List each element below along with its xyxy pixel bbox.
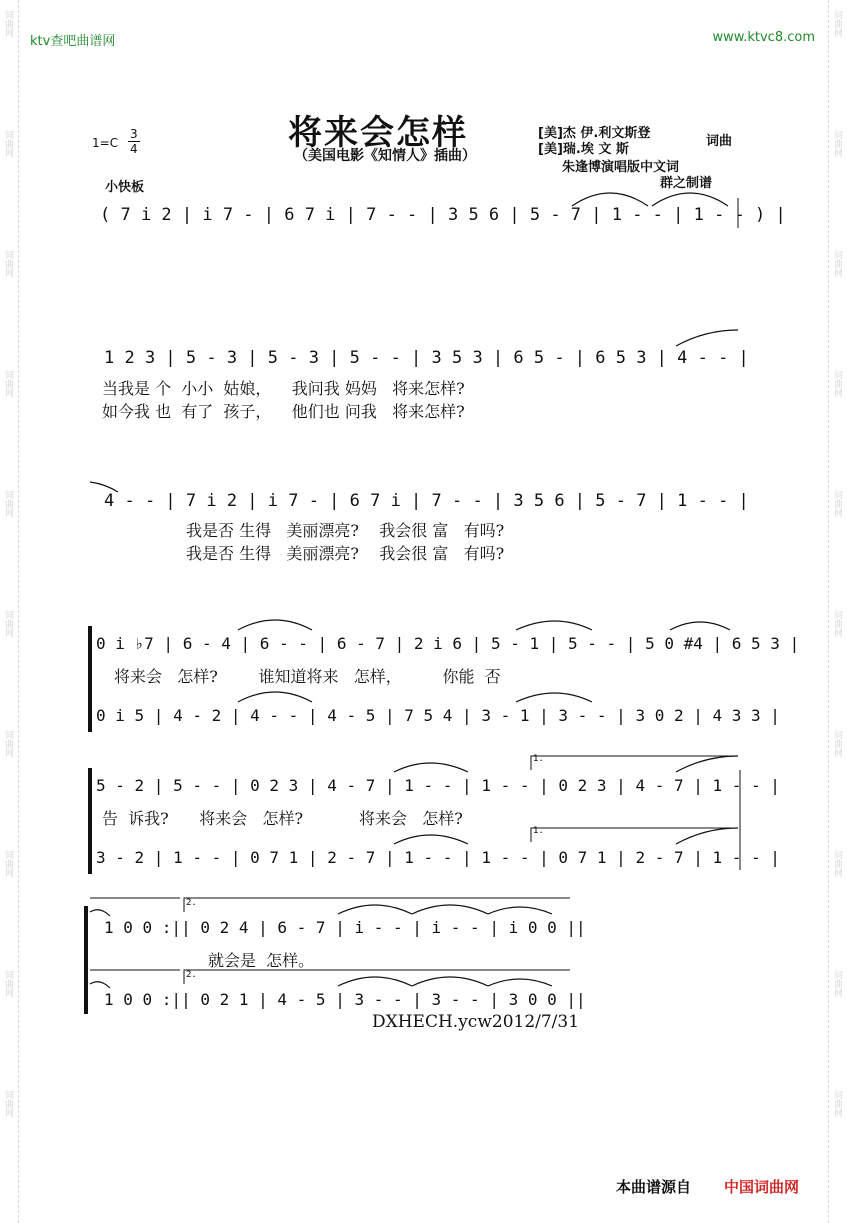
score-line-2: 1 2 3 | 5 - 3 | 5 - 3 | 5 - - | 3 5 3 | 6 5 - | 6 5 3 | 4 - - | (104, 348, 749, 368)
time-signature-top: 3 (130, 127, 138, 141)
side-watermark: 词曲网 (3, 730, 13, 757)
volta-1-label: 1. (533, 754, 544, 764)
slur (412, 905, 488, 914)
slur (412, 977, 488, 986)
credit-line: [美]杰 伊.利文斯登 (538, 126, 651, 141)
song-title: 将来会怎样 (288, 113, 468, 153)
slur (488, 907, 552, 914)
volta-1-bracket (531, 828, 738, 842)
slur (338, 905, 412, 914)
credit-line: 群之制谱 (660, 176, 713, 191)
transcriber-signature: DXHECH.ycw2012/7/31 (372, 1012, 580, 1032)
header-site-left[interactable]: ktv查吧曲谱网 (30, 34, 116, 49)
slur (676, 330, 738, 346)
slur (652, 193, 728, 206)
side-watermark: 词曲网 (3, 490, 13, 517)
slur (90, 910, 110, 916)
volta-1-bracket (531, 756, 738, 770)
lyric-line-5: 告 诉我? 将来会 怎样? 将来会 怎样? (102, 809, 463, 828)
score-line-intro: ( 7 i 2 | i 7 - | 6 7 i | 7 - - | 3 5 6 | 5 - 7 | 1 - - | 1 - - ) | (100, 205, 786, 225)
credit-line: 朱逢博演唱版中文词 (562, 160, 680, 175)
slur (516, 621, 592, 630)
side-watermark: 词曲网 (3, 970, 13, 997)
side-watermark: 词曲网 (3, 130, 13, 157)
slur (394, 763, 468, 772)
lyric-line-6: 就会是 怎样。 (208, 951, 315, 970)
side-watermark: 词曲网 (832, 1090, 842, 1117)
slur (238, 620, 312, 630)
score-line-3: 4 - - | 7 i 2 | i 7 - | 6 7 i | 7 - - | 3 5 6 | 5 - 7 | 1 - - | (104, 491, 749, 511)
side-watermark: 词曲网 (3, 370, 13, 397)
time-signature-bottom: 4 (130, 142, 138, 156)
slur (670, 622, 730, 630)
side-watermark: 词曲网 (832, 130, 842, 157)
credit-role: 词曲 (706, 134, 733, 149)
key-signature: 1=C (92, 136, 119, 150)
side-watermark: 词曲网 (832, 730, 842, 757)
score-line-5-upper: 5 - 2 | 5 - - | 0 2 3 | 4 - 7 | 1 - - | 1 - - | 0 2 3 | 4 - 7 | 1 - - | (96, 776, 780, 795)
side-watermark: 词曲网 (3, 850, 13, 877)
footer-source-label: 本曲谱源自 (616, 1178, 692, 1196)
header-site-right[interactable]: www.ktvc8.com (712, 30, 815, 45)
side-watermark: 词曲网 (3, 10, 13, 37)
song-subtitle: （美国电影《知情人》插曲） (294, 148, 476, 164)
side-watermark: 词曲网 (832, 370, 842, 397)
lyric-line-3-verse-2: 我是否 生得 美丽漂亮? 我会很 富 有吗? (186, 544, 505, 563)
side-watermark: 词曲网 (832, 490, 842, 517)
score-line-6-upper: 1 0 0 :|| 0 2 4 | 6 - 7 | i - - | i - - | i 0 0 || (104, 918, 586, 937)
slur (572, 193, 648, 206)
slur (394, 835, 468, 844)
lyric-line-2-verse-1: 当我是 个 小小 姑娘， 我问我 妈妈 将来怎样? (102, 379, 465, 398)
footer-source-site[interactable]: 中国词曲网 (724, 1178, 800, 1196)
slur (516, 693, 592, 702)
volta-2-label: 2. (186, 898, 197, 908)
side-watermark: 词曲网 (832, 850, 842, 877)
slur (338, 977, 412, 986)
slur (676, 828, 738, 844)
volta-1-label: 1. (533, 826, 544, 836)
credit-line: [美]瑞.埃 文 斯 (538, 142, 629, 157)
side-watermark: 词曲网 (3, 610, 13, 637)
score-line-6-lower: 1 0 0 :|| 0 2 1 | 4 - 5 | 3 - - | 3 - - | 3 0 0 || (104, 990, 586, 1009)
slur (238, 692, 312, 702)
side-watermark: 词曲网 (832, 610, 842, 637)
side-watermark: 词曲网 (832, 10, 842, 37)
side-watermark: 词曲网 (3, 1090, 13, 1117)
score-line-4-lower: 0 i 5 | 4 - 2 | 4 - - | 4 - 5 | 7 5 4 | 3 - 1 | 3 - - | 3 0 2 | 4 3 3 | (96, 706, 780, 725)
score-line-4-upper: 0 i ♭7 | 6 - 4 | 6 - - | 6 - 7 | 2 i 6 | 5 - 1 | 5 - - | 5 0 #4 | 6 5 3 | (96, 634, 800, 653)
lyric-line-2-verse-2: 如今我 也 有了 孩子， 他们也 问我 将来怎样? (102, 402, 465, 421)
lyric-line-3-verse-1: 我是否 生得 美丽漂亮? 我会很 富 有吗? (186, 521, 505, 540)
tempo-marking: 小快板 (105, 180, 145, 195)
slur (676, 756, 738, 772)
side-watermark: 词曲网 (832, 970, 842, 997)
slur (90, 982, 110, 988)
volta-2-label: 2. (186, 970, 197, 980)
side-watermark: 词曲网 (3, 250, 13, 277)
score-line-5-lower: 3 - 2 | 1 - - | 0 7 1 | 2 - 7 | 1 - - | 1 - - | 0 7 1 | 2 - 7 | 1 - - | (96, 848, 780, 867)
slur (90, 482, 118, 492)
lyric-line-4: 将来会 怎样? 谁知道将来 怎样， 你能 否 (114, 667, 501, 686)
slur (488, 979, 552, 986)
side-watermark: 词曲网 (832, 250, 842, 277)
